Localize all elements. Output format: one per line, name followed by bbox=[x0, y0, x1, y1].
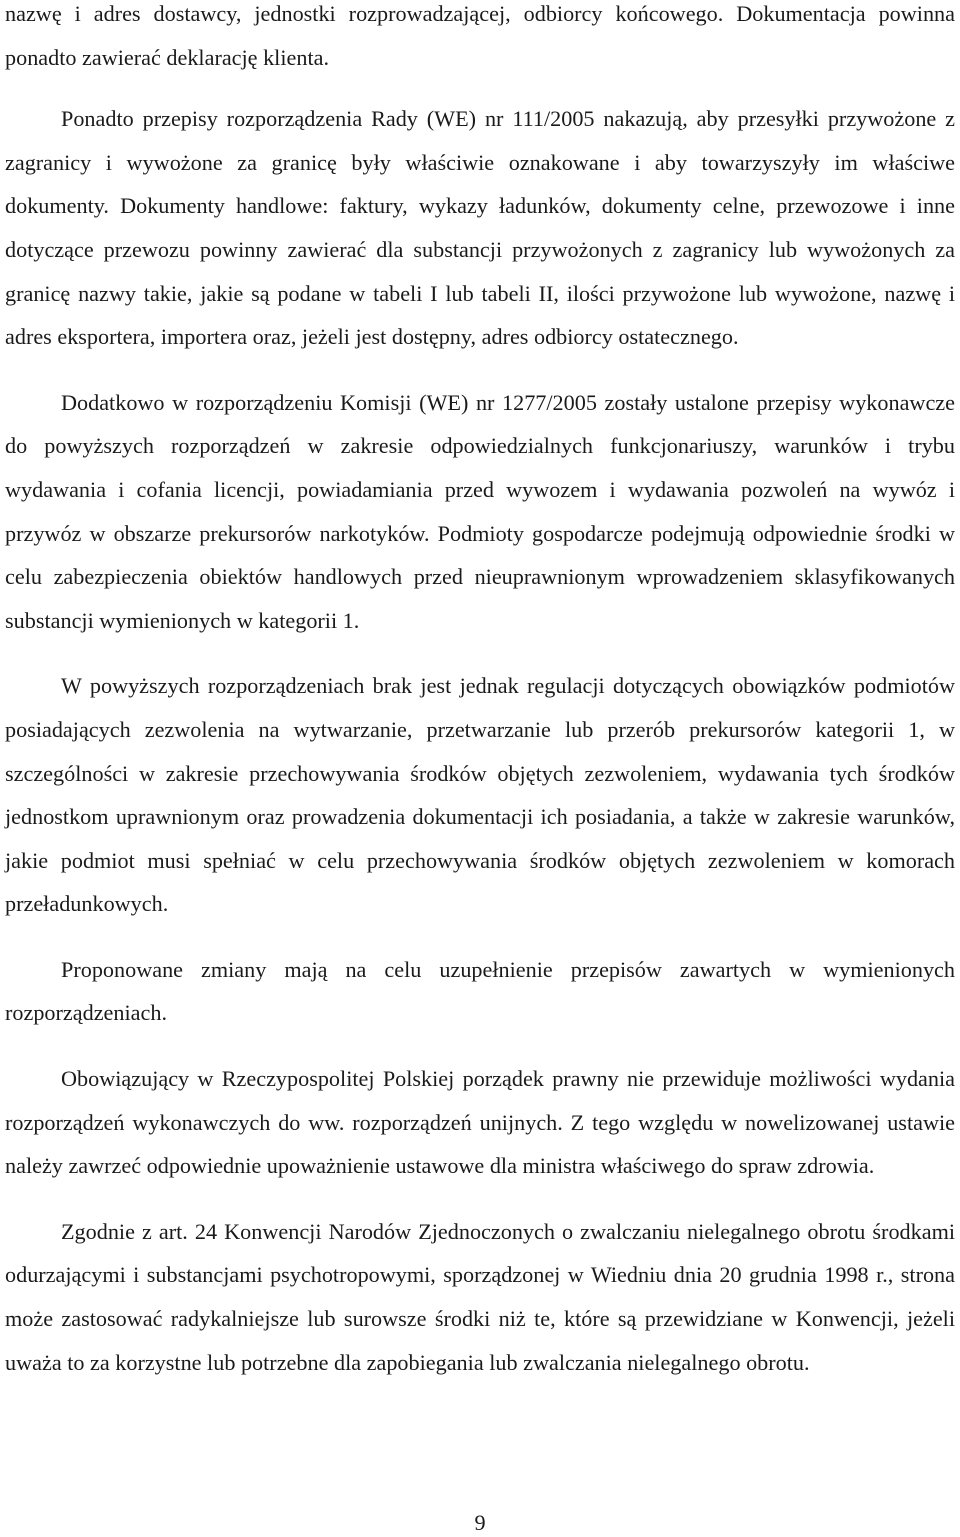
paragraph-missing-regulations: W powyższych rozporządzeniach brak jest jednak regulacji dotyczących obowiązków podmiotów posiadających zezwolenia na wytwarzanie, przetwarzanie lub przerób prekursorów kategorii 1, w szczególności w zakresie przechowywania środków objętych zezwoleniem, wydawania tych środków jednostkom uprawnionym oraz prowadzenia dokumentacji ich posiadania, a także w zakresie warunków, jakie podmiot musi spełniać w celu przechowywania środków objętych zezwoleniem w komorach przeładunkowych. bbox=[5, 673, 955, 917]
paragraph-continuation: nazwę i adres dostawcy, jednostki rozprowadzającej, odbiorcy końcowego. Dokumentacja powinna ponadto zawierać deklarację klienta. bbox=[5, 1, 955, 70]
paragraph-legal-order: Obowiązujący w Rzeczypospolitej Polskiej porządek prawny nie przewiduje możliwości wydania rozporządzeń wykonawczych do ww. rozporządzeń unijnych. Z tego względu w nowelizowanej ustawie należy zawrzeć odpowiednie upoważnienie ustawowe dla ministra właściwego do spraw zdrowia. bbox=[5, 1066, 955, 1179]
paragraph-rady-regulation: Ponadto przepisy rozporządzenia Rady (WE) nr 111/2005 nakazują, aby przesyłki przywożone z zagranicy i wywożone za granicę były właściwie oznakowane i aby towarzyszyły im właściwe dokumenty. Dokumenty handlowe: faktury, wykazy ładunków, dokumenty celne, przewozowe i inne dotyczące przewozu powinny zawierać dla substancji przywożonych z zagranicy lub wywożonych za granicę nazwy takie, jakie są podane w tabeli I lub tabeli II, ilości przywożone lub wywożone, nazwę i adres eksportera, importera oraz, jeżeli jest dostępny, adres odbiorcy ostatecznego. bbox=[5, 106, 955, 350]
document-body bbox=[5, 0, 955, 1406]
paragraph-komisji-regulation: Dodatkowo w rozporządzeniu Komisji (WE) nr 1277/2005 zostały ustalone przepisy wykonawcze do powyższych rozporządzeń w zakresie odpowiedzialnych funkcjonariuszy, warunków i trybu wydawania i cofania licencji, powiadamiania przed wywozem i wydawania pozwoleń na wywóz i przywóz w obszarze prekursorów narkotyków. Podmioty gospodarcze podejmują odpowiednie środki w celu zabezpieczenia obiektów handlowych przed nieuprawnionym wprowadzeniem sklasyfikowanych substancji wymienionych w kategorii 1. bbox=[5, 389, 955, 633]
paragraph-proposed-changes: Proponowane zmiany mają na celu uzupełnienie przepisów zawartych w wymienionych rozporządzeniach. bbox=[5, 956, 955, 1026]
page-number: 9 bbox=[474, 1510, 486, 1535]
paragraph-convention-article: Zgodnie z art. 24 Konwencji Narodów Zjednoczonych o zwalczaniu nielegalnego obrotu środkami odurzającymi i substancjami psychotropowymi, sporządzonej w Wiedniu dnia 20 grudnia 1998 r., strona może zastosować radykalniejsze lub surowsze środki niż te, które są przewidziane w Konwencji, jeżeli uważa to za korzystne lub potrzebne dla zapobiegania lub zwalczania nielegalnego obrotu. bbox=[5, 1218, 955, 1375]
